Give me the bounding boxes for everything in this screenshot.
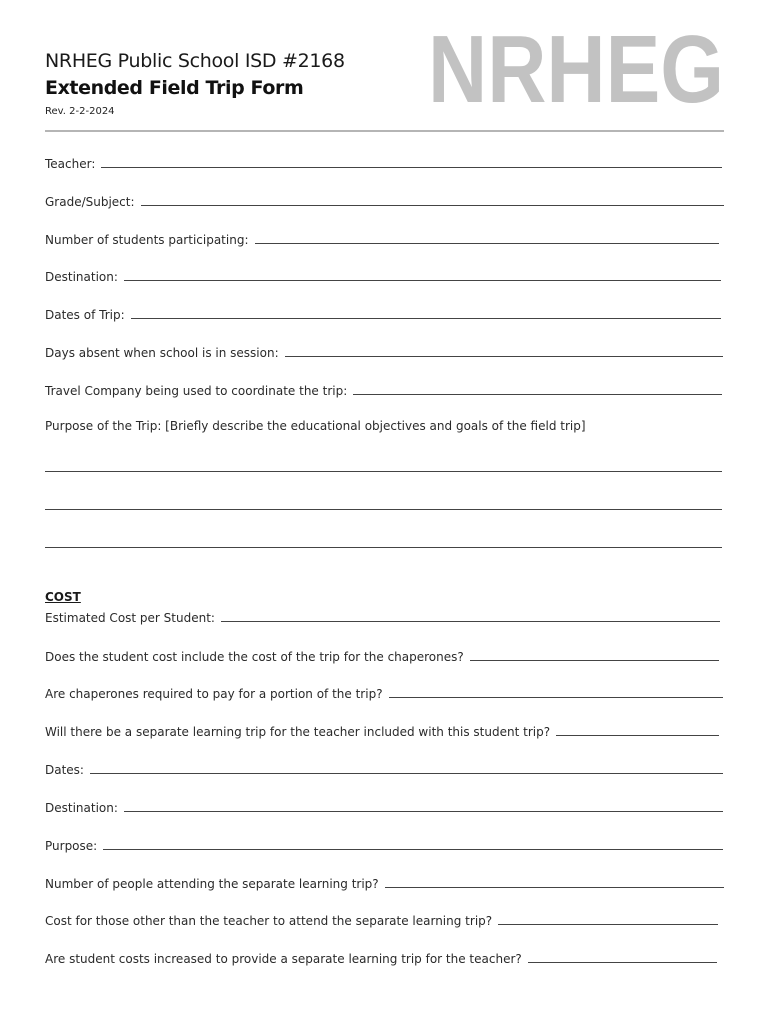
separate-trip-label: Will there be a separate learning trip for the teacher included with this student trip? xyxy=(45,725,551,739)
destination-label: Destination: xyxy=(45,270,118,284)
cost-per-student-field xyxy=(45,606,720,626)
separate-trip-field xyxy=(45,720,719,740)
cost-others-input-line[interactable] xyxy=(498,924,718,925)
travel-company-field xyxy=(45,379,722,399)
days-absent-label: Days absent when school is in session: xyxy=(45,346,279,360)
grade-subject-label: Grade/Subject: xyxy=(45,195,135,209)
cost-per-student-input-line[interactable] xyxy=(221,621,720,622)
costs-increased-input-line[interactable] xyxy=(528,962,717,963)
separate-trip-purpose-label: Purpose: xyxy=(45,839,98,853)
separate-trip-input-line[interactable] xyxy=(556,735,719,736)
cost-others-label: Cost for those other than the teacher to attend the separate learning trip? xyxy=(45,914,493,928)
dates-of-trip-input-line[interactable] xyxy=(131,318,721,319)
separate-trip-dates-field xyxy=(45,758,723,778)
cost-per-student-label: Estimated Cost per Student: xyxy=(45,611,215,625)
teacher-input-line[interactable] xyxy=(101,167,722,168)
separate-trip-dates-label: Dates: xyxy=(45,763,84,777)
form-title: Extended Field Trip Form xyxy=(45,77,304,99)
purpose-input-line-3[interactable] xyxy=(45,547,722,548)
separate-trip-destination-label: Destination: xyxy=(45,801,118,815)
separate-trip-destination-input-line[interactable] xyxy=(124,811,723,812)
teacher-label: Teacher: xyxy=(45,157,96,171)
chaperone-pay-field xyxy=(45,682,723,702)
chaperone-included-label: Does the student cost include the cost of the trip for the chaperones? xyxy=(45,650,464,664)
chaperone-pay-label: Are chaperones required to pay for a portion of the trip? xyxy=(45,687,383,701)
grade-subject-input-line[interactable] xyxy=(141,205,724,206)
num-students-input-line[interactable] xyxy=(255,243,720,244)
separate-trip-purpose-field xyxy=(45,834,723,854)
page-title: NRHEG Public School ISD #2168 xyxy=(45,50,345,72)
nrheg-logo xyxy=(426,16,726,123)
num-students-label: Number of students participating: xyxy=(45,233,249,247)
purpose-input-line-1[interactable] xyxy=(45,471,722,472)
separate-trip-destination-field xyxy=(45,796,723,816)
chaperone-included-input-line[interactable] xyxy=(470,660,719,661)
travel-company-input-line[interactable] xyxy=(353,394,722,395)
travel-company-label: Travel Company being used to coordinate the trip: xyxy=(45,384,348,398)
costs-increased-label: Are student costs increased to provide a separate learning trip for the teacher? xyxy=(45,952,522,966)
chaperone-pay-input-line[interactable] xyxy=(389,697,723,698)
separate-trip-dates-input-line[interactable] xyxy=(90,773,723,774)
cost-heading: COST xyxy=(45,590,81,604)
purpose-label: Purpose of the Trip: [Briefly describe the educational objectives and goals of the field trip] xyxy=(45,419,586,433)
grade-subject-field xyxy=(45,190,724,210)
num-students-field xyxy=(45,228,719,248)
dates-of-trip-label: Dates of Trip: xyxy=(45,308,125,322)
chaperone-included-field xyxy=(45,645,719,665)
nrheg-logo-graphic xyxy=(426,16,726,123)
num-people-input-line[interactable] xyxy=(385,887,724,888)
cost-others-field xyxy=(45,909,718,929)
days-absent-field xyxy=(45,341,723,361)
header-divider xyxy=(45,130,724,132)
num-people-field xyxy=(45,872,724,892)
logo-wordmark: NRHEG xyxy=(428,16,724,123)
purpose-input-line-2[interactable] xyxy=(45,509,722,510)
dates-of-trip-field xyxy=(45,303,721,323)
separate-trip-purpose-input-line[interactable] xyxy=(103,849,723,850)
teacher-field xyxy=(45,152,722,172)
destination-field xyxy=(45,265,721,285)
costs-increased-field xyxy=(45,947,717,967)
destination-input-line[interactable] xyxy=(124,280,721,281)
revision-date: Rev. 2-2-2024 xyxy=(45,106,115,117)
days-absent-input-line[interactable] xyxy=(285,356,723,357)
num-people-label: Number of people attending the separate learning trip? xyxy=(45,877,379,891)
